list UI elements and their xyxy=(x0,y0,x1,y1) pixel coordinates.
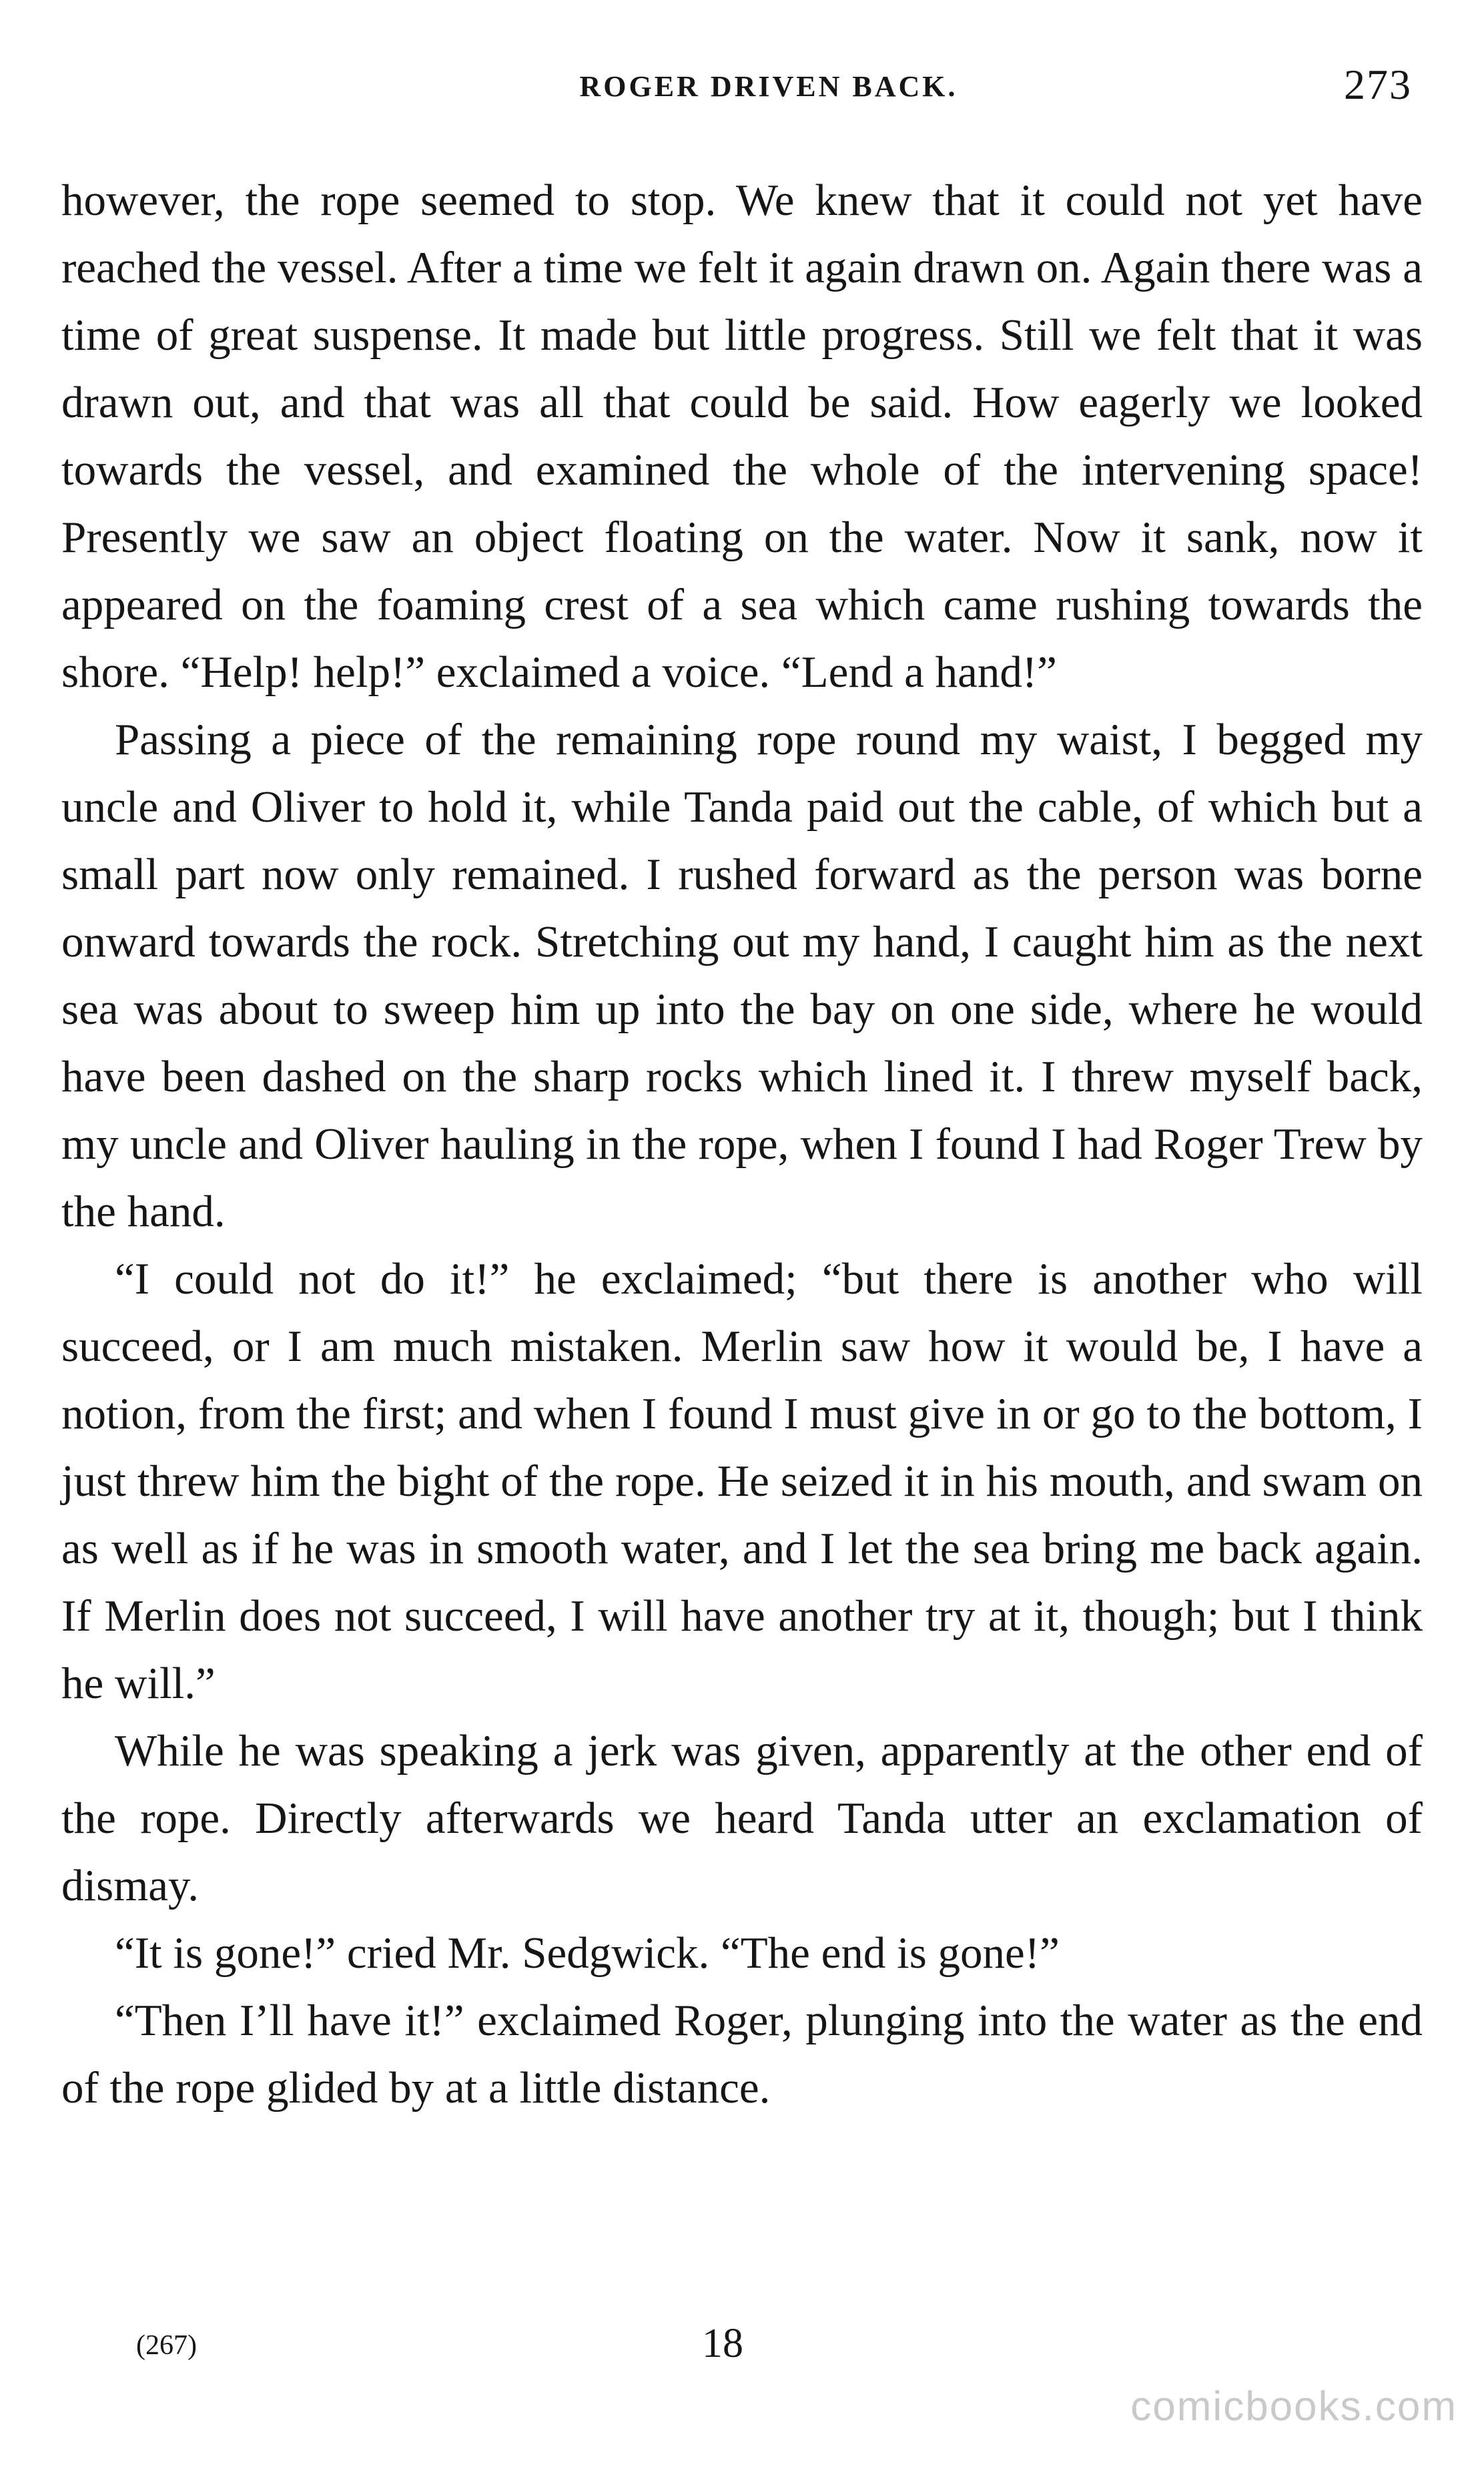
paragraph-6: “Then I’ll have it!” exclaimed Roger, plunging into the water as the end of the rope glided by at a little distance. xyxy=(61,1996,1423,2113)
page-footer xyxy=(0,2323,1484,2383)
paragraph-2: Passing a piece of the remaining rope round my waist, I begged my uncle and Oliver to hold it, while Tanda paid out the cable, of which but a small part now only remained. I rushed forward as the person was borne onward towards the rock. Stretching out my hand, I caught him as the next sea was about to sweep him up into the bay on one side, where he would have been dashed on the sharp rocks which lined it. I threw myself back, my uncle and Oliver hauling in the rope, when I found I had Roger Trew by the hand. xyxy=(61,715,1423,1236)
paragraph-3: “I could not do it!” he exclaimed; “but there is another who will succeed, or I am much mistaken. Merlin saw how it would be, I have a notion, from the first; and when I found I must give in or go to the bottom, I just threw him the bight of the rope. He seized it in his mouth, and swam on as well as if he was in smooth water, and I let the sea bring me back again. If Merlin does not succeed, I will have another try at it, though; but I think he will.” xyxy=(61,1254,1423,1708)
body-text xyxy=(61,167,1423,2122)
signature-mark: (267) xyxy=(136,2330,197,2361)
sheet-number: 18 xyxy=(702,2321,743,2366)
paragraph-4: While he was speaking a jerk was given, apparently at the other end of the rope. Directly afterwards we heard Tanda utter an exclamation of dismay. xyxy=(61,1726,1423,1910)
paragraph-5: “It is gone!” cried Mr. Sedgwick. “The end is gone!” xyxy=(115,1928,1060,1978)
watermark: comicbooks.com xyxy=(1130,2384,1457,2430)
running-head: ROGER DRIVEN BACK. xyxy=(579,70,958,103)
page-number: 273 xyxy=(1344,61,1412,108)
paragraph-1: however, the rope seemed to stop. We knew that it could not yet have reached the vessel. After a time we felt it again drawn on. Again there was a time of great suspense. It made but little progress. Still we felt that it was drawn out, and that was all that could be said. How eagerly we looked towards the vessel, and examined the whole of the intervening space! Presently we saw an object floating on the water. Now it sank, now it appeared on the foaming crest of a sea which came rushing towards the shore. “Help! help!” exclaimed a voice. “Lend a hand!” xyxy=(61,176,1423,697)
page-header xyxy=(0,61,1484,124)
